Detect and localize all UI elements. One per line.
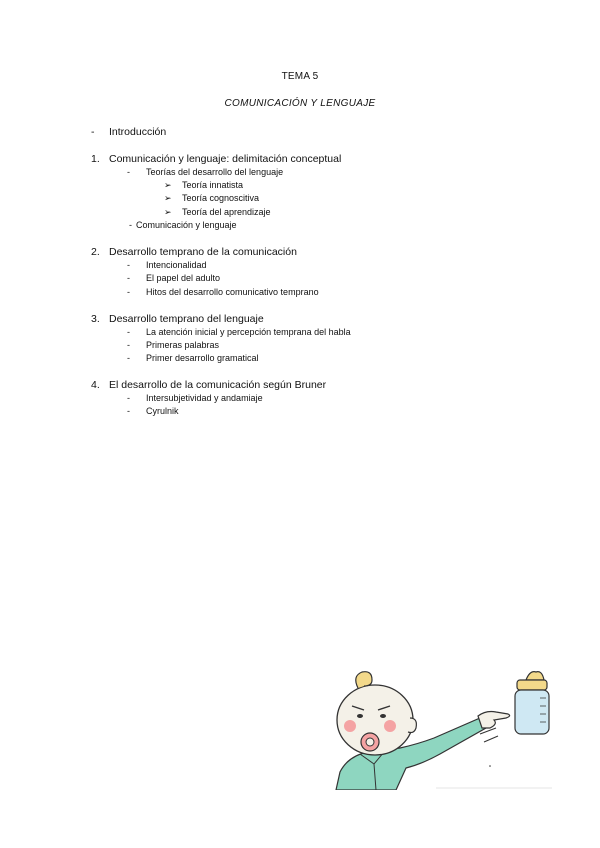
baby-hand — [478, 712, 510, 729]
theory-label: Teoría del aprendizaje — [182, 207, 271, 217]
dash-bullet: - — [127, 287, 130, 297]
list-item-label: Cyrulnik — [146, 406, 179, 416]
dash-bullet: - — [127, 340, 130, 350]
theory-label: Teoría cognoscitiva — [182, 193, 260, 203]
section-label: Comunicación y lenguaje: delimitación conceptual — [109, 153, 342, 165]
dash-bullet: - — [129, 220, 132, 230]
list-item-label: Intencionalidad — [146, 260, 207, 270]
arrow-bullet-icon: ➢ — [164, 207, 172, 217]
section-number: 1. — [91, 153, 100, 165]
section-label: Desarrollo temprano del lenguaje — [109, 313, 264, 325]
dash-bullet: - — [127, 353, 130, 363]
dash-bullet: - — [127, 273, 130, 283]
dash-bullet: - — [127, 406, 130, 416]
section-label: Desarrollo temprano de la comunicación — [109, 246, 297, 258]
baby-eye-right — [380, 714, 386, 718]
section-label: El desarrollo de la comunicación según Bruner — [109, 379, 327, 391]
section-number: 3. — [91, 313, 100, 325]
dash-bullet: - — [127, 327, 130, 337]
page-subtitle: COMUNICACIÓN Y LENGUAJE — [224, 98, 376, 109]
list-item-label: Intersubjetividad y andamiaje — [146, 393, 263, 403]
baby-cheek-right — [384, 720, 396, 732]
baby-eye-left — [357, 714, 363, 718]
list-item-label: La atención inicial y percepción temprana del habla — [146, 327, 351, 337]
baby-cheek-left — [344, 720, 356, 732]
list-item-label: Teorías del desarrollo del lenguaje — [146, 167, 284, 177]
list-item-label: Comunicación y lenguaje — [136, 220, 237, 230]
section-number: 4. — [91, 379, 100, 391]
baby-bottle-icon — [515, 672, 549, 734]
list-item-label: Primer desarrollo gramatical — [146, 353, 259, 363]
list-item-label: Primeras palabras — [146, 340, 220, 350]
arrow-bullet-icon: ➢ — [164, 193, 172, 203]
dash-bullet: - — [127, 167, 130, 177]
dash-bullet: - — [127, 393, 130, 403]
theory-label: Teoría innatista — [182, 180, 244, 190]
intro-bullet: - — [91, 126, 95, 138]
dash-bullet: - — [127, 260, 130, 270]
page-title: TEMA 5 — [281, 71, 319, 82]
intro-label: Introducción — [109, 126, 167, 138]
list-item-label: El papel del adulto — [146, 273, 221, 283]
section-number: 2. — [91, 246, 100, 258]
list-item-label: Hitos del desarrollo comunicativo temprano — [146, 287, 319, 297]
baby-bottle-illustration — [330, 668, 555, 790]
arrow-bullet-icon: ➢ — [164, 180, 172, 190]
